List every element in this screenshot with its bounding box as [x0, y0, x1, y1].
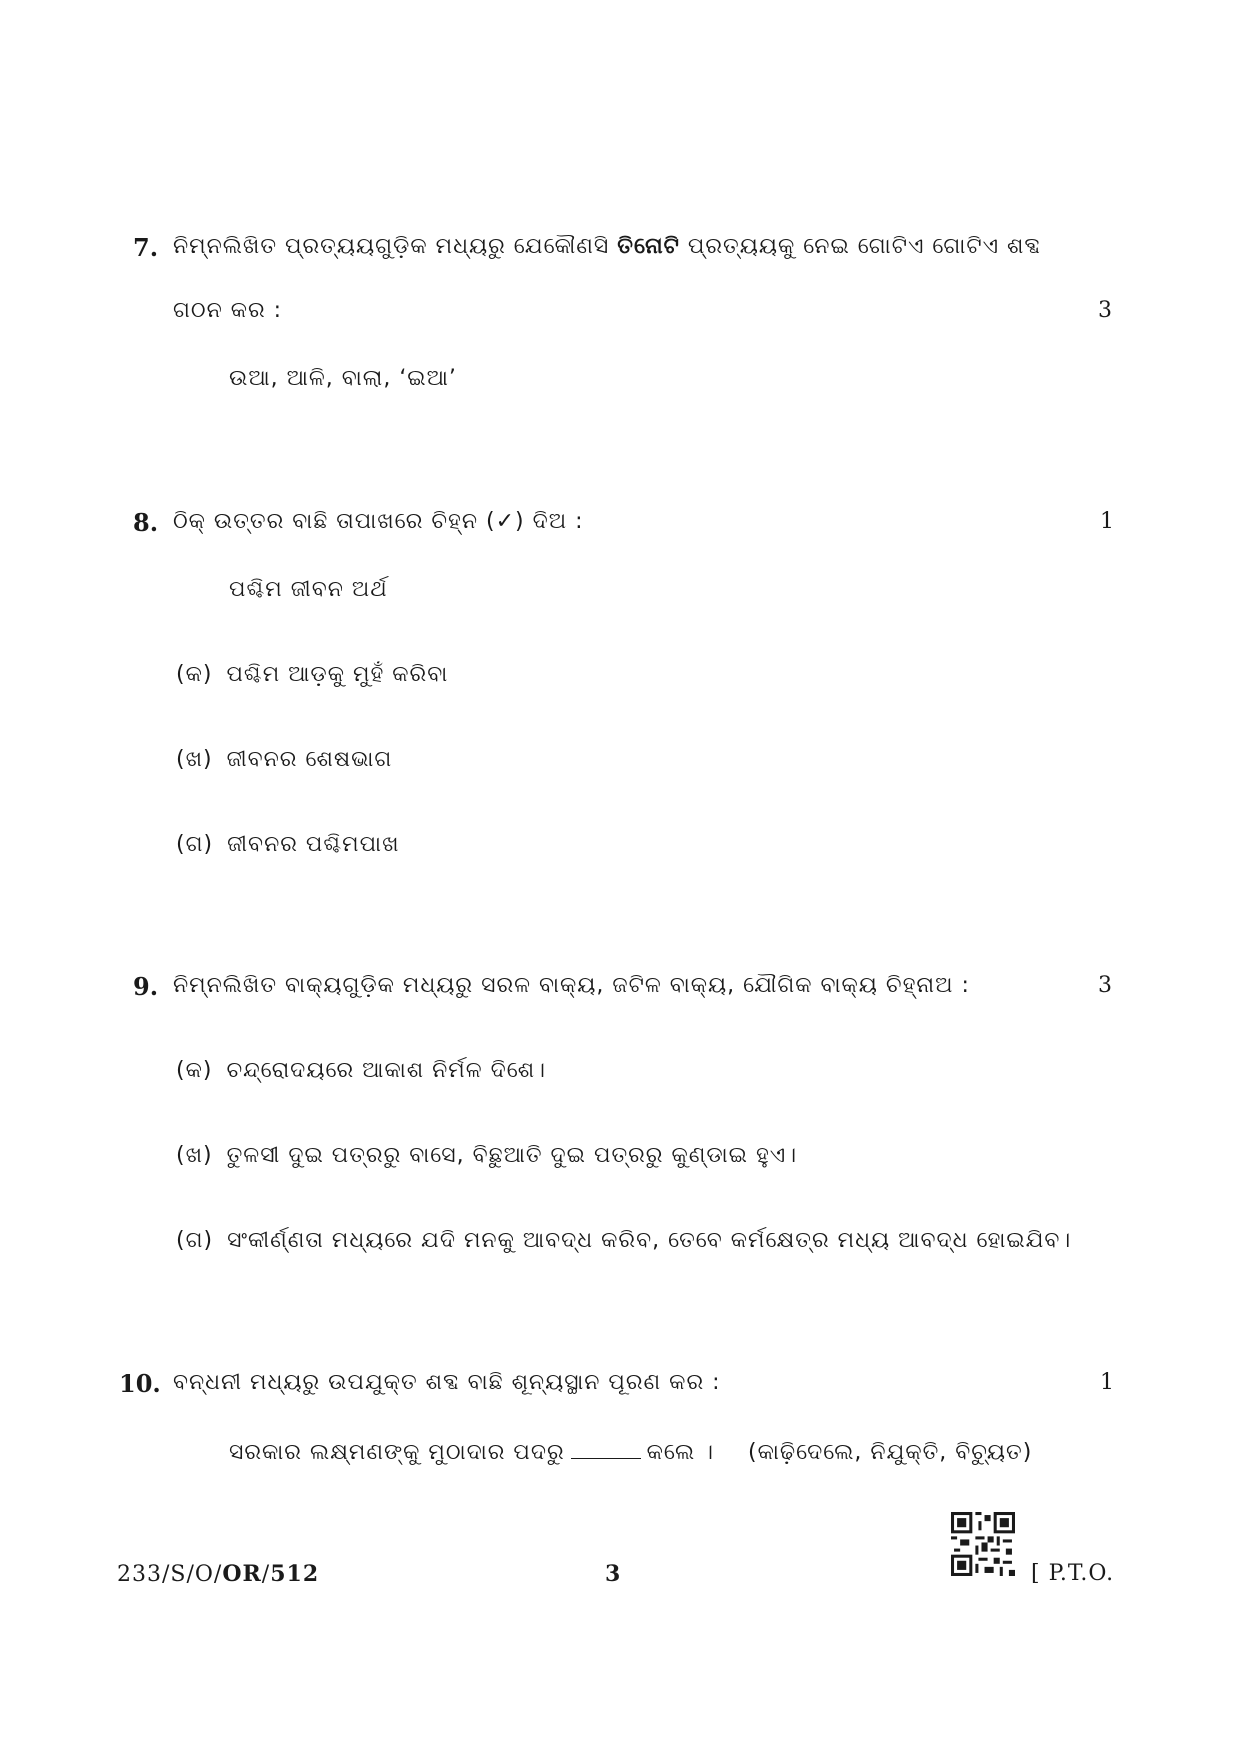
fill-in-blank — [571, 1444, 641, 1459]
qr-code-icon — [951, 1512, 1015, 1576]
option-text: ତୁଳସୀ ଦୁଇ ପତ୍ରରୁ ବାସେ, ବିଛୁଆତି ଦୁଇ ପତ୍ରରୁ କୁଣ୍ଡାଇ ହୁଏ। — [226, 1143, 798, 1168]
option-label: (ଗ) — [176, 1228, 214, 1253]
option-label: (କ) — [176, 662, 213, 687]
q8-number: 8. — [133, 508, 159, 537]
q10-sentence-end: କଲେ । — [646, 1440, 714, 1465]
option-label: (କ) — [176, 1058, 213, 1083]
option-text: ପଶ୍ଚିମ ଆଡ଼କୁ ମୁହଁ କରିବା — [226, 662, 449, 687]
paper-code — [117, 1561, 319, 1587]
q7-line1-bold: ତିନୋଟି — [617, 234, 680, 259]
option-label: (ଖ) — [176, 1143, 213, 1168]
option-label: (ଖ) — [176, 747, 213, 772]
q7-line1 — [173, 234, 1041, 259]
q9-option-ka — [176, 1058, 546, 1083]
q8-phrase: ପଶ୍ଚିମ ଜୀବନ ଅର୍ଥ — [229, 577, 388, 602]
q7-marks: 3 — [1098, 298, 1112, 323]
q9-option-ga — [176, 1228, 1071, 1253]
q9-option-kha — [176, 1143, 797, 1168]
q7-line2: ଗଠନ କର : — [173, 298, 283, 323]
option-text: ଚନ୍ଦ୍ରୋଦୟରେ ଆକାଶ ନିର୍ମଳ ଦିଶେ। — [226, 1058, 547, 1083]
page-number: 3 — [605, 1561, 621, 1587]
q7-line1-a: ନିମ୍ନଲିଖିତ ପ୍ରତ୍ୟୟଗୁଡ଼ିକ ମଧ୍ୟରୁ ଯେକୌଣସି — [173, 234, 618, 259]
q10-number: 10. — [119, 1369, 161, 1398]
paper-code-number: 512 — [270, 1561, 320, 1587]
q9-number: 9. — [133, 972, 159, 1001]
q10-sentence-start: ସରକାର ଲକ୍ଷ୍ମଣଙ୍କୁ ମୁଠାଦାର ପଦରୁ — [229, 1440, 565, 1465]
option-text: ଜୀବନର ପଶ୍ଚିମପାଖ — [227, 832, 400, 857]
paper-code-part: / — [261, 1562, 271, 1587]
q10-choices: (କାଢ଼ିଦେଲେ, ନିଯୁକ୍ତି, ବିଚ୍ୟୁତ) — [748, 1440, 1033, 1465]
q9-question: ନିମ୍ନଲିଖିତ ବାକ୍ୟଗୁଡ଼ିକ ମଧ୍ୟରୁ ସରଳ ବାକ୍ୟ, ଜଟିଳ ବାକ୍ୟ, ଯୌଗିକ ବାକ୍ୟ ଚିହ୍ନାଅ : — [173, 973, 970, 998]
q10-sentence — [229, 1440, 714, 1465]
option-text: ସଂକୀର୍ଣ୍ଣତା ମଧ୍ୟରେ ଯଦି ମନକୁ ଆବଦ୍ଧ କରିବ, ତେବେ କର୍ମକ୍ଷେତ୍ର ମଧ୍ୟ ଆବଦ୍ଧ ହୋଇଯିବ। — [227, 1228, 1072, 1253]
q7-line1-b: ପ୍ରତ୍ୟୟକୁ ନେଇ ଗୋଟିଏ ଗୋଟିଏ ଶବ୍ଦ — [679, 234, 1041, 259]
q8-question: ଠିକ୍ ଉତ୍ତର ବାଛି ତାପାଖରେ ଚିହ୍ନ (✓) ଦିଅ : — [173, 509, 584, 534]
q8-option-ka — [176, 662, 448, 687]
q7-suffix-list: ଉଆ, ଆଳି, ବାଲା, ‘ଇଆ’ — [229, 366, 457, 391]
q10-marks: 1 — [1100, 1370, 1114, 1395]
please-turn-over: [ P.T.O. — [1031, 1561, 1115, 1586]
q7-number: 7. — [133, 233, 159, 262]
q8-marks: 1 — [1100, 509, 1114, 534]
paper-code-subject: OR — [222, 1561, 262, 1587]
option-text: ଜୀବନର ଶେଷଭାଗ — [226, 747, 393, 772]
option-label: (ଗ) — [176, 832, 214, 857]
q8-option-ga — [176, 832, 400, 857]
q10-question: ବନ୍ଧନୀ ମଧ୍ୟରୁ ଉପଯୁକ୍ତ ଶବ୍ଦ ବାଛି ଶୂନ୍ୟସ୍ଥାନ ପୂରଣ କର : — [173, 1370, 721, 1395]
q8-option-kha — [176, 747, 392, 772]
paper-code-part: 233/S/O/ — [117, 1562, 223, 1587]
q9-marks: 3 — [1098, 973, 1112, 998]
